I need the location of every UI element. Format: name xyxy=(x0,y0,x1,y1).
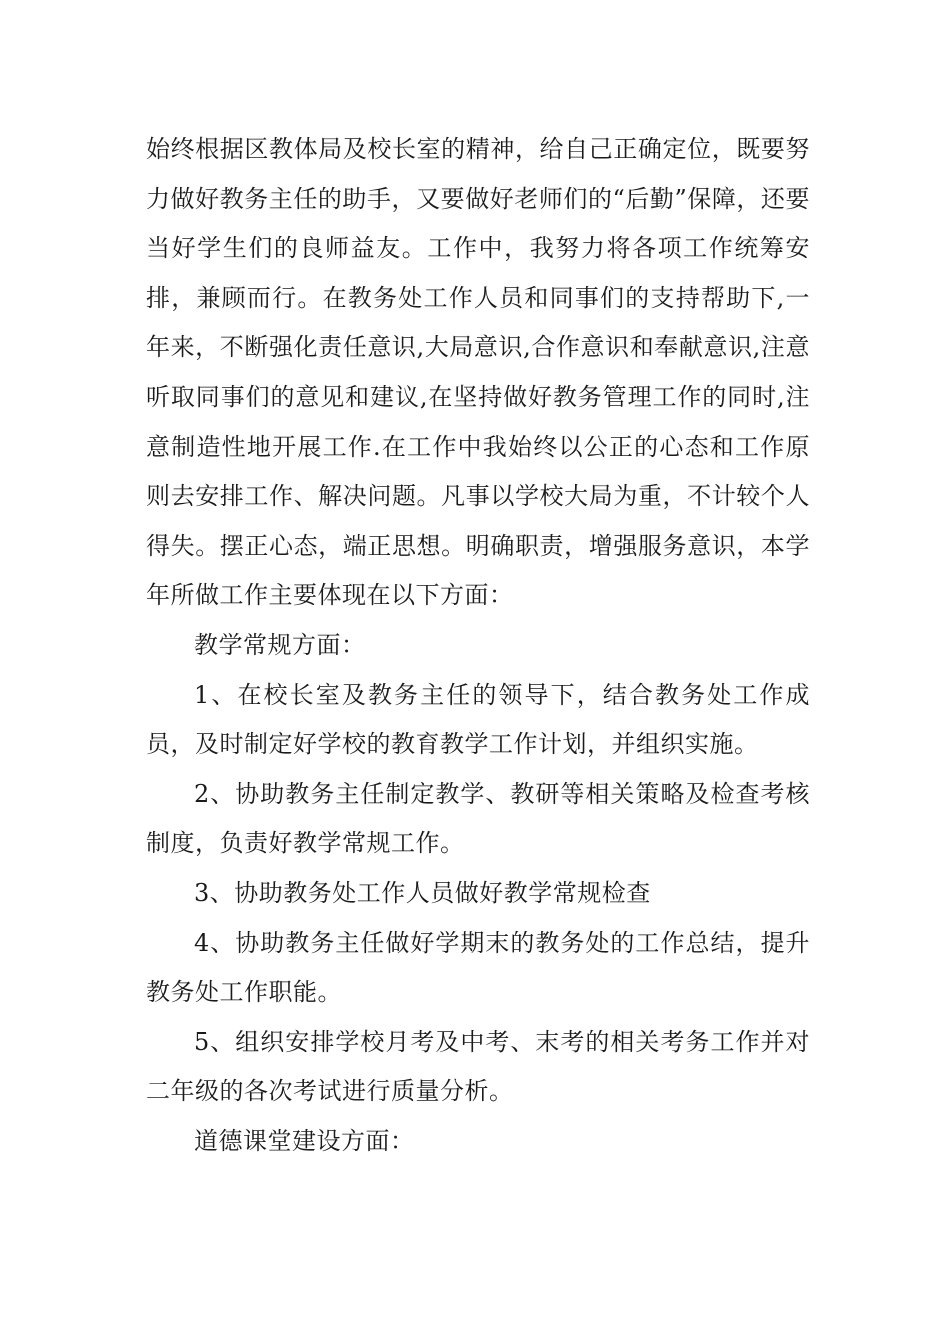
list-item-5: 5、组织安排学校月考及中考、末考的相关考务工作并对二年级的各次考试进行质量分析。 xyxy=(146,1027,810,1106)
section-heading-teaching-routine: 教学常规方面： xyxy=(194,630,366,659)
paragraph-intro: 始终根据区教体局及校长室的精神，给自己正确定位，既要努力做好教务主任的助手，又要做好老师们的“后勤”保障，还要当好学生们的良师益友。工作中，我努力将各项工作统筹安排，兼顾而行。在教务处工作人员和同事们的支持帮助下,一年来，不断强化责任意识,大局意识,合作意识和奉献意识,注意听取同事们的意见和建议,在坚持做好教务管理工作的同时,注意制造性地开展工作.在工作中我始终以公正的心态和工作原则去安排工作、解决问题。凡事以学校大局为重，不计较个人得失。摆正心态，端正思想。明确职责，增强服务意识，本学年所做工作主要体现在以下方面： xyxy=(146,135,810,610)
list-item-3: 3、协助教务处工作人员做好教学常规检查 xyxy=(194,878,651,907)
document-body xyxy=(146,125,810,1166)
list-item-2: 2、协助教务主任制定教学、教研等相关策略及检查考核制度，负责好教学常规工作。 xyxy=(146,779,810,858)
list-item-4: 4、协助教务主任做好学期末的教务处的工作总结，提升教务处工作职能。 xyxy=(146,928,810,1007)
section-heading-moral-classroom: 道德课堂建设方面： xyxy=(194,1126,415,1155)
list-item-1: 1、在校长室及教务主任的领导下，结合教务处工作成员，及时制定好学校的教育教学工作计划，并组织实施。 xyxy=(146,680,810,759)
